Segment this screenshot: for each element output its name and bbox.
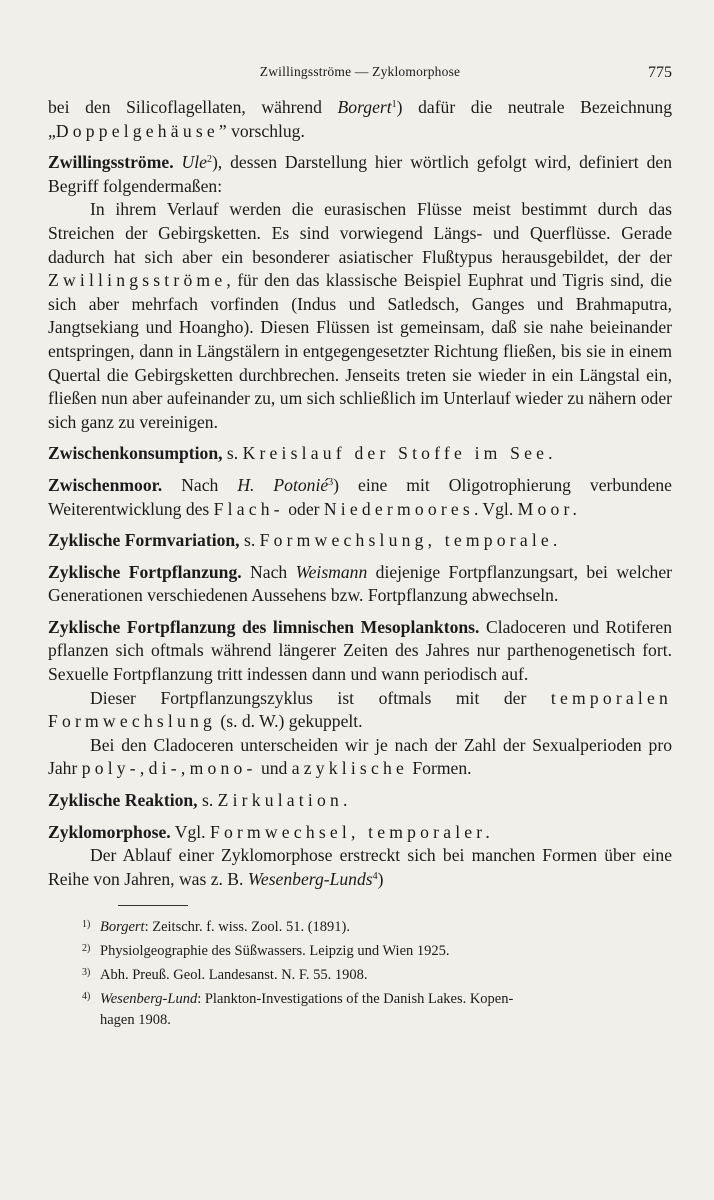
headword: Zwillingsströme.: [48, 152, 174, 173]
paragraph-silicoflagellaten: bei den Silicoflagellaten, während Borgert$^1$) dafür die neutrale Bezeichnung „Doppelgehäuse” vorschlug.: [48, 97, 672, 141]
paragraph-cladoceren: Bei den Cladoceren unterscheiden wir je nach der Zahl der Sexualperioden pro Jahr poly-, di-, mono- und azyklische Formen.: [48, 734, 672, 779]
footnote: 2) Physiolgeographie des Süßwassers. Leipzig und Wien 1925.: [82, 943, 450, 960]
page-number: 775: [648, 64, 672, 81]
footnote: 3) Abh. Preuß. Geol. Landesanst. N. F. 55. 1908.: [82, 967, 368, 984]
page-body: [48, 96, 672, 1031]
footnote: 1) Borgert: Zeitschr. f. wiss. Zool. 51. (1891).: [82, 919, 350, 936]
headword: Zyklomorphose.: [48, 821, 171, 842]
headword: Zyklische Reaktion,: [48, 790, 198, 811]
footnote-divider: [118, 905, 188, 906]
headword: Zyklische Fortpflanzung des limnischen Mesoplanktons.: [48, 616, 480, 637]
entry-zyklische-fortpflanzung: Zyklische Fortpflanzung. Nach Weismann diejenige Fortpflanzungsart, bei welcher Generationen verschiedenen Aussehens bzw. Fortpflanzung abwechseln.: [48, 561, 672, 606]
footnote: 4) Wesenberg-Lund: Plankton-Investigations of the Danish Lakes. Kopen-: [82, 991, 514, 1008]
entry-zyklische-reaktion: Zyklische Reaktion, s. Zirkulation.: [48, 790, 352, 811]
entry-zwillingsstroeme: Zwillingsströme. Ule$^2$), dessen Darstellung hier wörtlich gefolgt wird, definiert den Begriff folgendermaßen:: [48, 152, 672, 196]
entry-zwischenkonsumption: Zwischenkonsumption, s. Kreislauf der Stoffe im See.: [48, 443, 557, 464]
headword: Zyklische Fortpflanzung.: [48, 561, 242, 582]
entry-zyklische-formvariation: Zyklische Formvariation, s. Formwechslung, temporale.: [48, 530, 562, 551]
quote-zwillingsstroeme: In ihrem Verlauf werden die eurasischen Flüsse meist bestimmt durch das Streichen der Gebirgsketten. Es sind vorwiegend Längs- und Querflüsse. Gerade dadurch hat sich aber ein besonderer asiatischer Flußtypus herausgebildet, der der Zwillingsströme, für den das klassische Beispiel Euphrat und Tigris sind, die sich aber mehrfach vorfinden (Indus und Satledsch, Ganges und Brahmaputra, Jangtsekiang und Hoangho). Diesen Flüssen ist gemeinsam, daß sie nahe beieinander entspringen, dann in Längstälern in entgegengesetzter Richtung fließen, bis sie in einem Quertal die Gebirgsketten durchbrechen. Jenseits treten sie wieder in ein Längstal ein, fließen nun aber aufeinander zu, um sich schließlich im Unterlauf wieder zu nähern oder sich ganz zu vereinigen.: [48, 199, 672, 432]
entry-zyklische-fortpflanzung-mesoplankton: Zyklische Fortpflanzung des limnischen Mesoplanktons. Cladoceren und Rotiferen pflanzen sich oftmals während längerer Zeiten des Jahres nur parthenogenetisch fort. Sexuelle Fortpflanzung tritt indessen dann und wann periodisch auf.: [48, 616, 672, 685]
page-header: [48, 64, 672, 86]
footnote-continuation: hagen 1908.: [100, 1012, 171, 1029]
running-head: Zwillingsströme — Zyklomorphose: [259, 64, 461, 79]
paragraph-zyklomorphose: Der Ablauf einer Zyklomorphose erstreckt sich bei manchen Formen über eine Reihe von Jahren, was z. B. Wesenberg-Lunds$^4$): [48, 845, 672, 889]
headword: Zwischenmoor.: [48, 474, 163, 495]
footnotes: [48, 914, 672, 1031]
headword: Zyklische Formvariation,: [48, 530, 240, 551]
paragraph-fortpflanzungszyklus: Dieser Fortpflanzungszyklus ist oftmals mit der temporalen Formwechslung (s. d. W.) gekuppelt.: [48, 687, 672, 732]
headword: Zwischenkonsumption,: [48, 443, 223, 464]
entry-zyklomorphose: Zyklomorphose. Vgl. Formwechsel, temporaler.: [48, 821, 494, 842]
entry-zwischenmoor: Zwischenmoor. Nach H. Potonié$^3$) eine mit Oligotrophierung verbundene Weiterentwicklung des Flach- oder Niedermoores. Vgl. Moor.: [48, 474, 672, 519]
